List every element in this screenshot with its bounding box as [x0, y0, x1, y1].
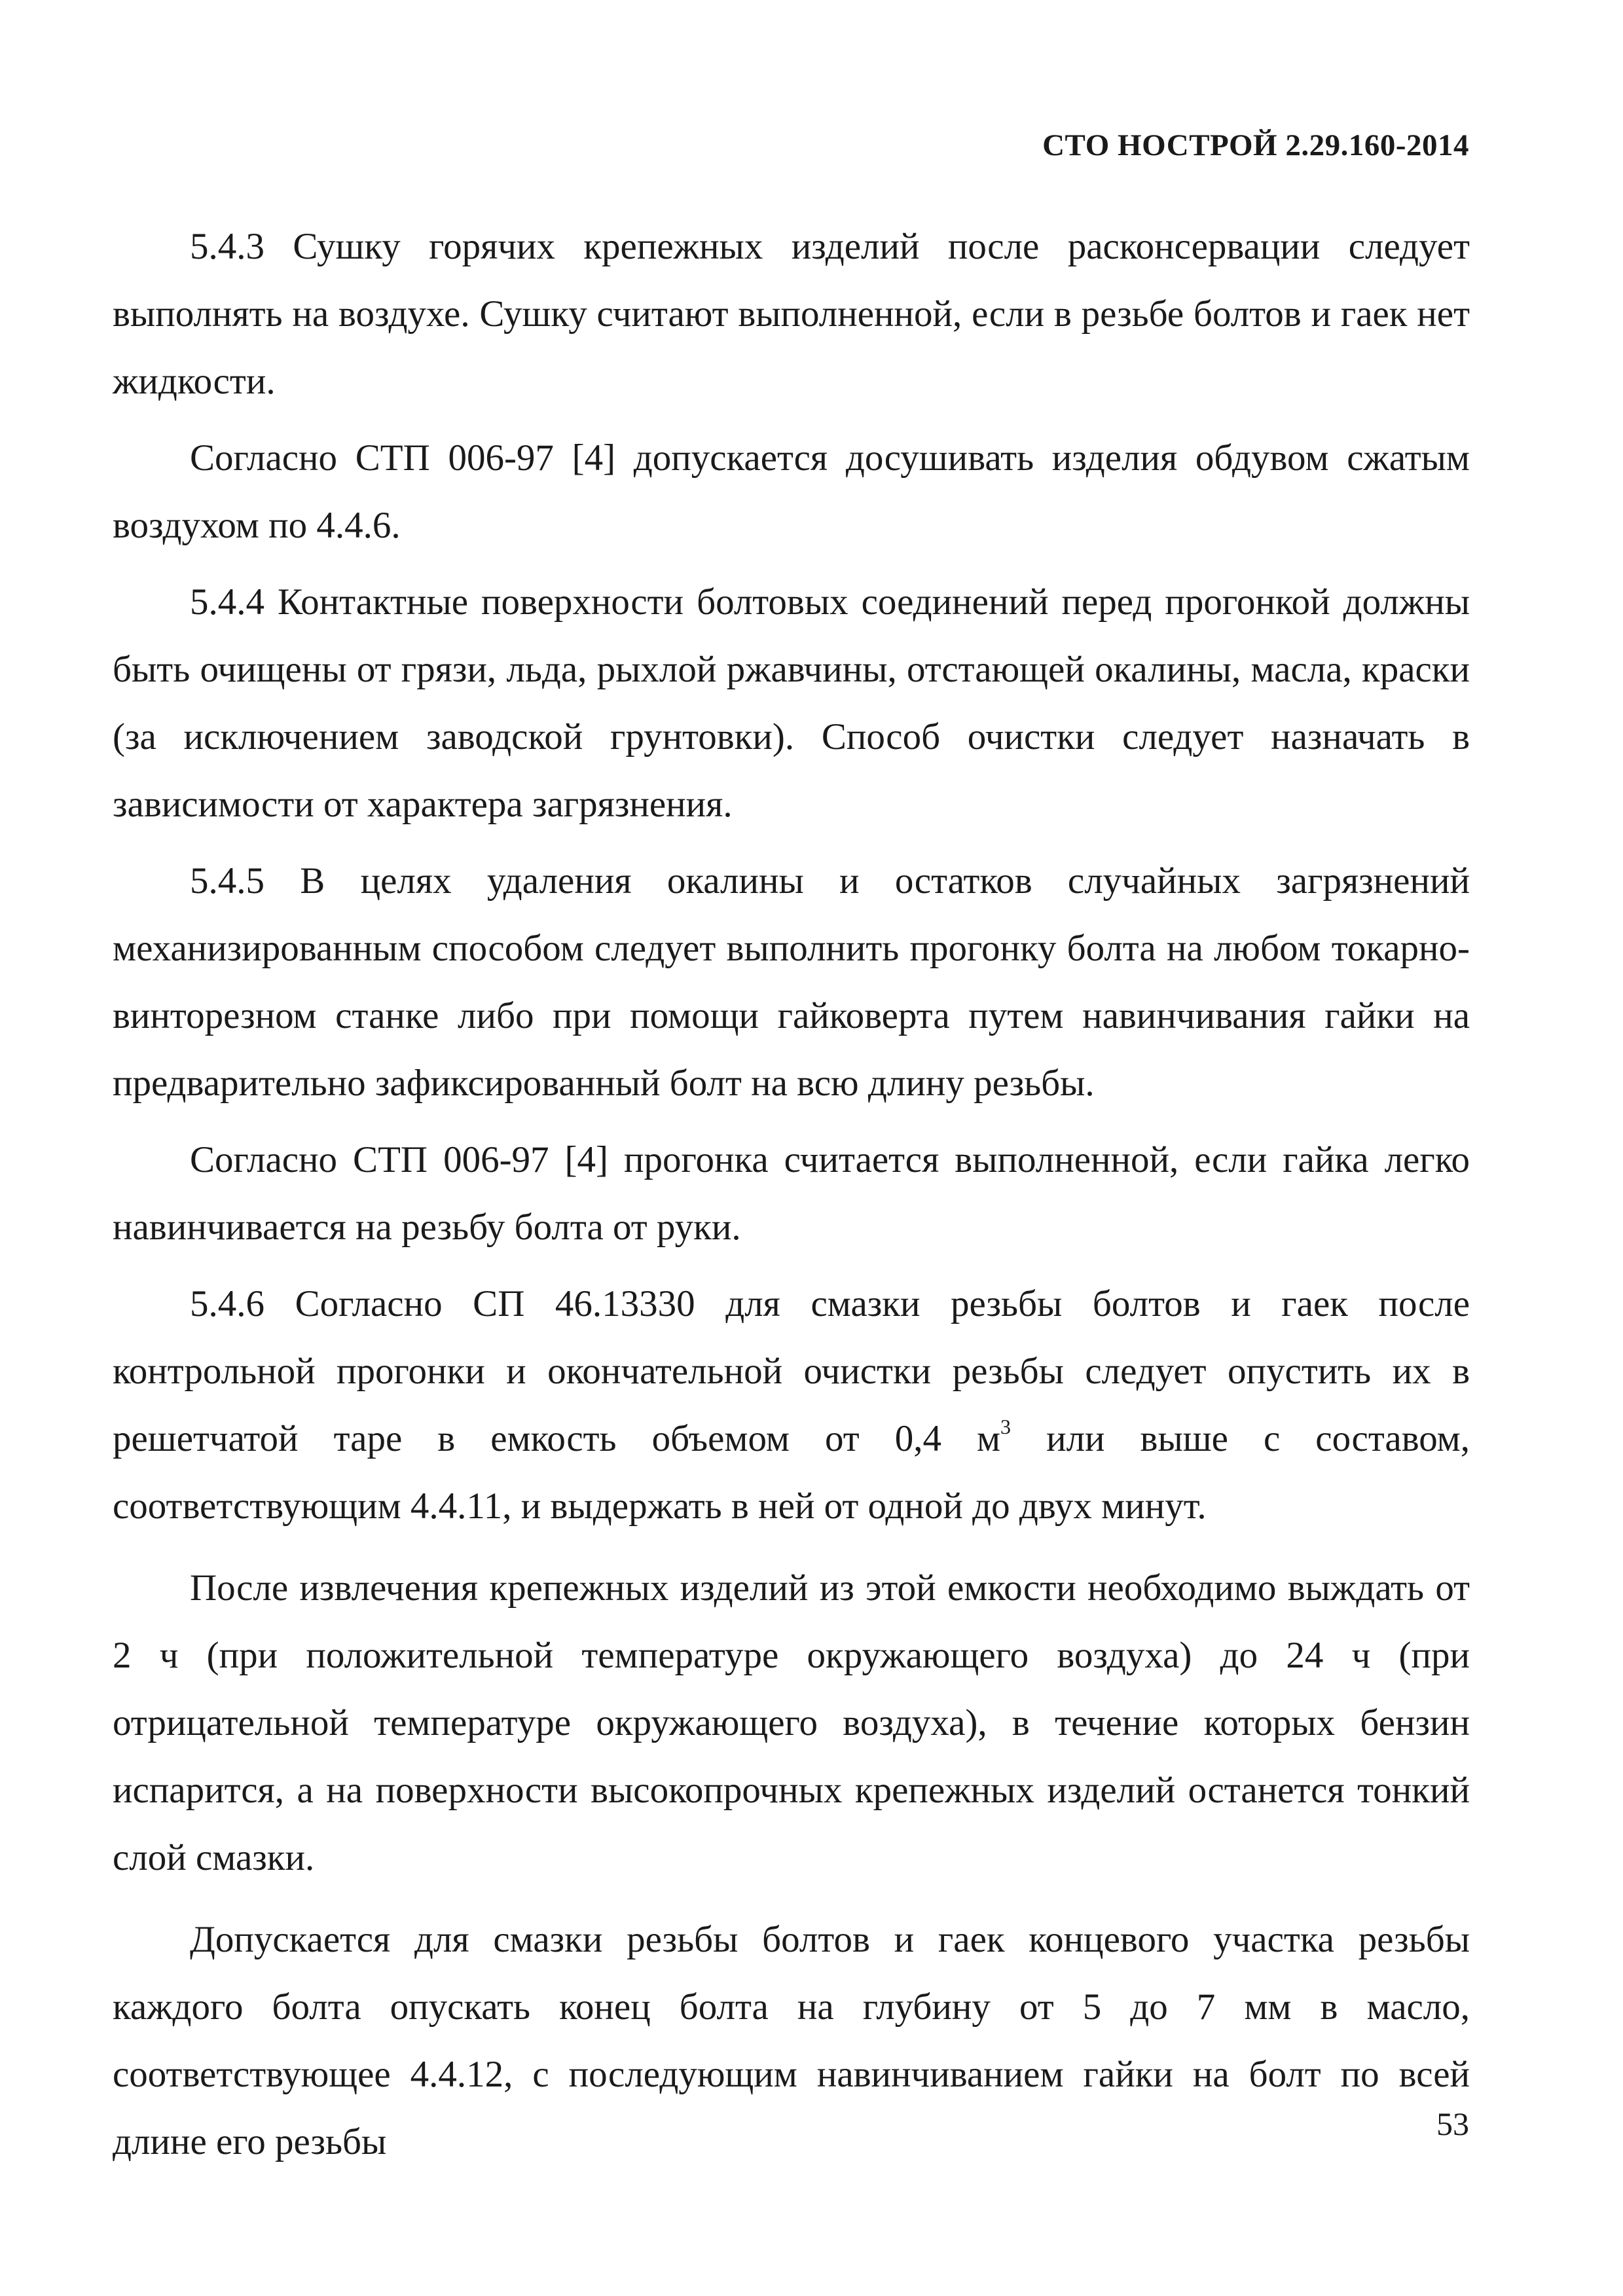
paragraph-5-4-6-text: 5.4.6 Согласно СП 46.13330 для смазки резьбы болтов и гаек после контрольной прогонки и окончательной очистки резьбы следует опустить их в решетчатой таре в емкость объемом от 0,4 м	[113, 1283, 1470, 1459]
document-body	[113, 213, 1470, 2185]
paragraph-5-4-6	[113, 1270, 1470, 1540]
paragraph-evaporation: После извлечения крепежных изделий из этой емкости необходимо выждать от 2 ч (при положительной температуре окружающего воздуха) до 24 ч (при отрицательной температуре окружающего воздуха), в течение которых бензин испарится, а на поверхности высокопрочных крепежных изделий останется тонкий слой смазки.	[113, 1567, 1470, 1878]
paragraph-bolt-end-lubrication: Допускается для смазки резьбы болтов и гаек концевого участка резьбы каждого болта опускать конец болта на глубину от 5 до 7 мм в масло, соответствующее 4.4.12, с последующим навинчиванием гайки на болт по всей длине его резьбы	[113, 1919, 1470, 2162]
paragraph-5-4-4: 5.4.4 Контактные поверхности болтовых соединений перед прогонкой должны быть очищены от грязи, льда, рыхлой ржавчины, отстающей окалины, масла, краски (за исключением заводской грунтовки). Способ очистки следует назначать в зависимости от характера загрязнения.	[113, 581, 1470, 825]
page-number: 53	[1436, 2105, 1469, 2142]
paragraph-5-4-5: 5.4.5 В целях удаления окалины и остатков случайных загрязнений механизированным способом следует выполнить прогонку болта на любом токарно-винторезном станке либо при помощи гайковерта путем навинчивания гайки на предварительно зафиксированный болт на всю длину резьбы.	[113, 860, 1470, 1104]
paragraph-stp-drying: Согласно СТП 006-97 [4] допускается досушивать изделия обдувом сжатым воздухом по 4.4.6.	[113, 437, 1470, 546]
paragraph-5-4-6-text-end: или выше с составом, соответствующим 4.4.11, и выдержать в ней от одной до двух минут.	[113, 1418, 1470, 1527]
paragraph-5-4-3: 5.4.3 Сушку горячих крепежных изделий после расконсервации следует выполнять на воздухе. Сушку считают выполненной, если в резьбе болтов и гаек нет жидкости.	[113, 226, 1470, 402]
paragraph-stp-threading: Согласно СТП 006-97 [4] прогонка считается выполненной, если гайка легко навинчивается на резьбу болта от руки.	[113, 1139, 1470, 1248]
document-code-header: СТО НОСТРОЙ 2.29.160-2014	[1042, 128, 1469, 162]
cubic-superscript: 3	[1000, 1415, 1012, 1438]
